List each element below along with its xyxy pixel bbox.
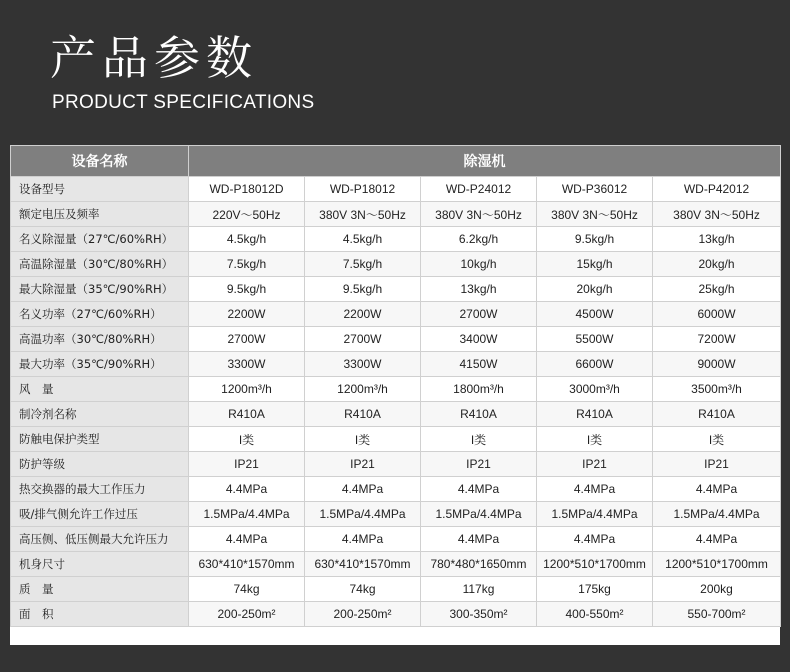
cell-value: 630*410*1570mm — [189, 552, 305, 577]
cell-value: 630*410*1570mm — [305, 552, 421, 577]
cell-value: WD-P24012 — [421, 177, 537, 202]
row-label: 防护等级 — [11, 452, 189, 477]
cell-value: 2700W — [189, 327, 305, 352]
row-label: 热交换器的最大工作压力 — [11, 477, 189, 502]
cell-value: 380V 3N～50Hz — [421, 202, 537, 227]
table-row — [11, 352, 781, 377]
cell-value: 380V 3N～50Hz — [305, 202, 421, 227]
cell-value: I类 — [189, 427, 305, 452]
cell-value: I类 — [653, 427, 781, 452]
cell-value: 550-700m² — [653, 602, 781, 627]
cell-value: WD-P18012 — [305, 177, 421, 202]
row-label: 最大功率（35℃/90%RH） — [11, 352, 189, 377]
cell-value: 4500W — [537, 302, 653, 327]
cell-value: 4.4MPa — [653, 477, 781, 502]
cell-value: R410A — [537, 402, 653, 427]
cell-value: 1.5MPa/4.4MPa — [653, 502, 781, 527]
cell-value: 400-550m² — [537, 602, 653, 627]
cell-value: WD-P18012D — [189, 177, 305, 202]
table-row — [11, 402, 781, 427]
cell-value: 2200W — [189, 302, 305, 327]
cell-value: 1800m³/h — [421, 377, 537, 402]
table-row — [11, 227, 781, 252]
cell-value: 3000m³/h — [537, 377, 653, 402]
table-row — [11, 452, 781, 477]
cell-value: 2200W — [305, 302, 421, 327]
cell-value: 1200m³/h — [189, 377, 305, 402]
bottom-bar — [0, 645, 790, 672]
row-label: 质 量 — [11, 577, 189, 602]
cell-value: 1.5MPa/4.4MPa — [421, 502, 537, 527]
table-row — [11, 277, 781, 302]
cell-value: 175kg — [537, 577, 653, 602]
row-label: 面 积 — [11, 602, 189, 627]
cell-value: 1200m³/h — [305, 377, 421, 402]
cell-value: 4150W — [421, 352, 537, 377]
cell-value: R410A — [305, 402, 421, 427]
cell-value: 117kg — [421, 577, 537, 602]
cell-value: 4.4MPa — [189, 477, 305, 502]
cell-value: I类 — [421, 427, 537, 452]
table-row — [11, 177, 781, 202]
cell-value: 1200*510*1700mm — [537, 552, 653, 577]
table-row — [11, 477, 781, 502]
cell-value: 3300W — [305, 352, 421, 377]
cell-value: I类 — [537, 427, 653, 452]
cell-value: 3300W — [189, 352, 305, 377]
cell-value: 6600W — [537, 352, 653, 377]
row-label: 机身尺寸 — [11, 552, 189, 577]
cell-value: 1.5MPa/4.4MPa — [189, 502, 305, 527]
cell-value: 4.4MPa — [421, 477, 537, 502]
row-label: 风 量 — [11, 377, 189, 402]
row-label: 最大除湿量（35℃/90%RH） — [11, 277, 189, 302]
cell-value: 9.5kg/h — [189, 277, 305, 302]
table-row — [11, 327, 781, 352]
table-row — [11, 502, 781, 527]
table-row — [11, 527, 781, 552]
header-product-type: 除湿机 — [189, 146, 781, 177]
table-row — [11, 427, 781, 452]
cell-value: 4.4MPa — [305, 527, 421, 552]
header-device-name: 设备名称 — [11, 146, 189, 177]
cell-value: 380V 3N～50Hz — [653, 202, 781, 227]
cell-value: 780*480*1650mm — [421, 552, 537, 577]
row-label: 高压侧、低压侧最大允许压力 — [11, 527, 189, 552]
cell-value: 200-250m² — [305, 602, 421, 627]
cell-value: IP21 — [421, 452, 537, 477]
row-label: 制冷剂名称 — [11, 402, 189, 427]
cell-value: IP21 — [189, 452, 305, 477]
cell-value: 15kg/h — [537, 252, 653, 277]
cell-value: 4.5kg/h — [305, 227, 421, 252]
row-label: 高温除湿量（30℃/80%RH） — [11, 252, 189, 277]
page-subtitle: PRODUCT SPECIFICATIONS — [52, 92, 315, 113]
cell-value: 9000W — [653, 352, 781, 377]
cell-value: 4.4MPa — [305, 477, 421, 502]
table-body — [11, 177, 781, 627]
cell-value: WD-P42012 — [653, 177, 781, 202]
cell-value: 300-350m² — [421, 602, 537, 627]
cell-value: 4.4MPa — [537, 477, 653, 502]
cell-value: 4.4MPa — [653, 527, 781, 552]
cell-value: 4.4MPa — [537, 527, 653, 552]
cell-value: 13kg/h — [653, 227, 781, 252]
cell-value: 200kg — [653, 577, 781, 602]
cell-value: 7.5kg/h — [305, 252, 421, 277]
cell-value: 20kg/h — [537, 277, 653, 302]
cell-value: I类 — [305, 427, 421, 452]
cell-value: 2700W — [305, 327, 421, 352]
cell-value: 4.4MPa — [189, 527, 305, 552]
table-row — [11, 602, 781, 627]
cell-value: 9.5kg/h — [305, 277, 421, 302]
cell-value: 4.5kg/h — [189, 227, 305, 252]
table-header-row — [11, 146, 781, 177]
cell-value: 74kg — [189, 577, 305, 602]
row-label: 名义除湿量（27℃/60%RH） — [11, 227, 189, 252]
cell-value: 1200*510*1700mm — [653, 552, 781, 577]
table-row — [11, 552, 781, 577]
cell-value: 7200W — [653, 327, 781, 352]
cell-value: R410A — [653, 402, 781, 427]
row-label: 名义功率（27℃/60%RH） — [11, 302, 189, 327]
cell-value: 13kg/h — [421, 277, 537, 302]
row-label: 防触电保护类型 — [11, 427, 189, 452]
row-label: 额定电压及频率 — [11, 202, 189, 227]
cell-value: 200-250m² — [189, 602, 305, 627]
cell-value: 10kg/h — [421, 252, 537, 277]
table-row — [11, 252, 781, 277]
row-label: 高温功率（30℃/80%RH） — [11, 327, 189, 352]
cell-value: 6.2kg/h — [421, 227, 537, 252]
cell-value: 1.5MPa/4.4MPa — [305, 502, 421, 527]
cell-value: 74kg — [305, 577, 421, 602]
cell-value: 220V～50Hz — [189, 202, 305, 227]
cell-value: 20kg/h — [653, 252, 781, 277]
cell-value: WD-P36012 — [537, 177, 653, 202]
spec-table — [10, 145, 781, 627]
cell-value: 1.5MPa/4.4MPa — [537, 502, 653, 527]
cell-value: 2700W — [421, 302, 537, 327]
cell-value: 25kg/h — [653, 277, 781, 302]
table-row — [11, 302, 781, 327]
cell-value: 380V 3N～50Hz — [537, 202, 653, 227]
cell-value: R410A — [189, 402, 305, 427]
page-title: 产品参数 — [50, 31, 258, 85]
cell-value: IP21 — [305, 452, 421, 477]
cell-value: 3400W — [421, 327, 537, 352]
table-row — [11, 202, 781, 227]
table-row — [11, 577, 781, 602]
cell-value: 7.5kg/h — [189, 252, 305, 277]
spec-sheet — [10, 145, 780, 645]
row-label: 设备型号 — [11, 177, 189, 202]
cell-value: 6000W — [653, 302, 781, 327]
row-label: 吸/排气侧允许工作过压 — [11, 502, 189, 527]
cell-value: 5500W — [537, 327, 653, 352]
table-row — [11, 377, 781, 402]
cell-value: 4.4MPa — [421, 527, 537, 552]
cell-value: 9.5kg/h — [537, 227, 653, 252]
cell-value: IP21 — [537, 452, 653, 477]
cell-value: IP21 — [653, 452, 781, 477]
cell-value: 3500m³/h — [653, 377, 781, 402]
cell-value: R410A — [421, 402, 537, 427]
